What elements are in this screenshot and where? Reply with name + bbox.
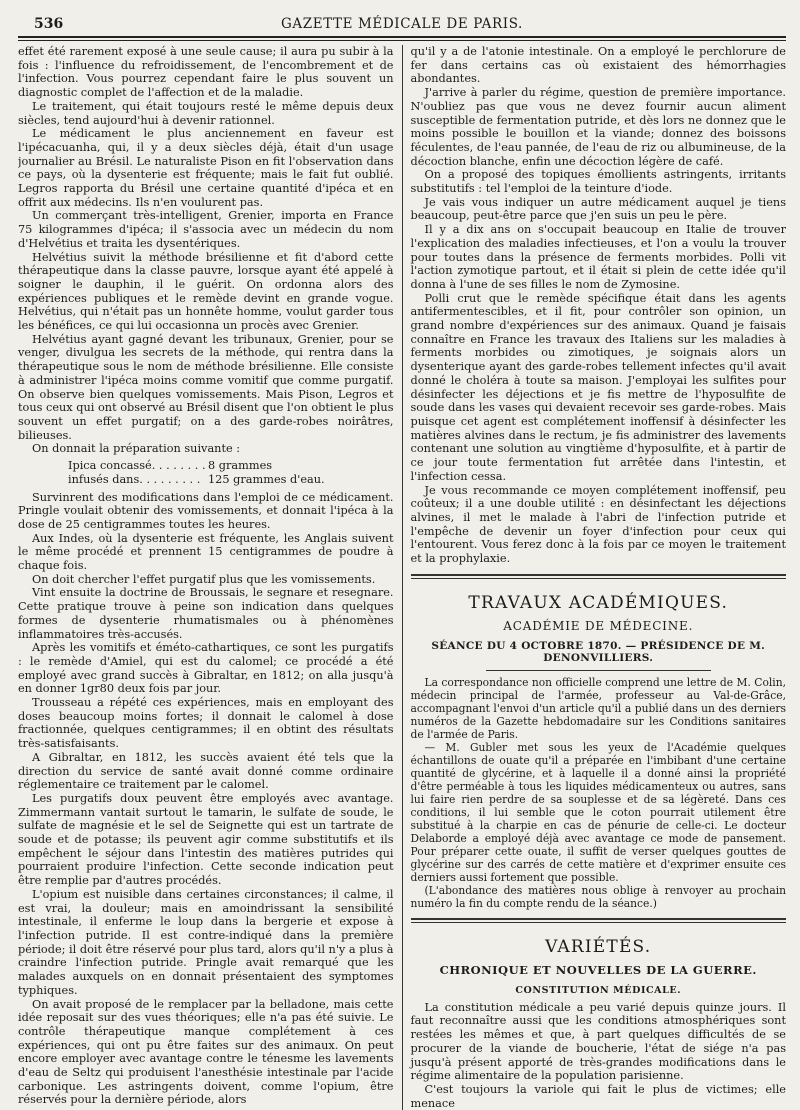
right-column — [402, 45, 787, 1110]
paragraph: Les purgatifs doux peuvent être employés avec avantage. Zimmermann vantait surtout le tamarin, le sulfate de soude, le sulfate de magnésie et le sel de Seignette qui est un tartrate de soude et de potasse; ils peuvent agir comme substitutifs et ils empêchent le séjour dans l'intestin des matières putrides qui pourraient produire l'infection. Cette seconde indication peut être remplie par d'autres procédés. — [18, 791, 394, 888]
journal-title: GAZETTE MÉDICALE DE PARIS. — [281, 16, 523, 32]
paragraph: La correspondance non officielle comprend une lettre de M. Colin, médecin principal de l'armée, professeur au Val-de-Grâce, accompagnant l'envoi d'un article qu'il a publié dans un des derniers numéros de la Gazette hebdomadaire sur les Conditions sanitaires de l'armée de Paris. — [410, 675, 786, 741]
paragraph: Un commerçant très-intelligent, Grenier, importa en France 75 kilogrammes d'ipéca; il s'associa avec un médecin du nom d'Helvétius et traita les dysentériques. — [18, 209, 394, 250]
paragraph: Après les vomitifs et éméto-cathartiques, ce sont les purgatifs : le remède d'Amiel, qui est du calomel; ce procédé a été employé avec grand succès à Gibraltar, en 1812; on alla jusqu'à en donner 1gr80 deux fois par jour. — [18, 641, 394, 696]
constitution-heading: CONSTITUTION MÉDICALE. — [515, 984, 682, 996]
paragraph: Le médicament le plus anciennement en faveur est l'ipécacuanha, qui, il y a deux siècles déjà, était d'un usage journalier au Brésil. Le naturaliste Pison en fit l'observation dans ce pays, où la dysenterie est fréquente; mais le fait fut oublié. Legros rapporta du Brésil une certaine quantité d'ipéca et en offrit aux médecins. Ils n'en voulurent pas. — [18, 127, 394, 209]
paragraph: Vint ensuite la doctrine de Broussais, le segnare et resegnare. Cette pratique trouve à peine son indication dans quelques formes de dysenterie rhumatismales ou à phénomènes inflammatoires très-accusés. — [18, 586, 394, 641]
paragraph: Le traitement, qui était toujours resté le même depuis deux siècles, tend aujourd'hui à devenir rationnel. — [18, 99, 394, 127]
academy-report — [411, 676, 787, 910]
paragraph: L'opium est nuisible dans certaines circonstances; il calme, il est vrai, la douleur; mais en amoindrissant la sensibilité intestinale, il enferme le loup dans la bergerie et expose à l'infection putride. Il est contre-indiqué dans la première période; il doit être réservé pour plus tard, alors qu'il n'y a plus à craindre l'infection putride. Pringle avait remarqué que les malades auxquels on en donnait présentaient des symptomes typhiques. — [18, 887, 394, 997]
paragraph: La constitution médicale a peu varié depuis quinze jours. Il faut reconnaître aussi que les conditions atmosphériques sont restées les mêmes et que, à part quelques difficultés de se procurer de la viande de boucherie, l'état de siége n'a pas jusqu'à présent apporté de très-grandes modifications dans le régime alimentaire de la population parisienne. — [410, 1000, 786, 1083]
paragraph: Survinrent des modifications dans l'emploi de ce médicament. Pringle voulait obtenir des vomissements, et donnait l'ipéca à la dose de 25 centigrammes toutes les heures. — [18, 490, 394, 531]
recipe-line — [68, 473, 394, 487]
academy-title: ACADÉMIE DE MÉDECINE. — [503, 618, 694, 633]
paragraph: qu'il y a de l'atonie intestinale. On a employé le perchlorure de fer dans certains cas où existaient des hémorrhagies abondantes. — [410, 45, 786, 86]
short-rule — [486, 670, 711, 671]
section-separator — [411, 918, 787, 923]
paragraph: Helvétius suivit la méthode brésilienne et fit d'abord cette thérapeutique dans la classe pauvre, lorsque ayant été appelé à soigner le dauphin, il le guérit. On ordonna alors des expériences publiques et le remède devint en grande vogue. Helvétius, qui n'était pas un honnête homme, voulut garder tous les bénéfices, ce qui lui occasionna un procès avec Grenier. — [18, 250, 394, 333]
paragraph: On donnait la préparation suivante : — [32, 442, 241, 456]
recipe-qty: 125 grammes d'eau. — [208, 472, 325, 486]
header-rule — [18, 40, 786, 41]
paragraph: Aux Indes, où la dysenterie est fréquente, les Anglais suivent le même procédé et prennent 15 centigrammes de poudre à chaque fois. — [18, 531, 394, 573]
chronique-heading: CHRONIQUE ET NOUVELLES DE LA GUERRE. — [439, 962, 757, 977]
page-number: 536 — [34, 16, 64, 32]
recipe-item: infusés dans. . . . . . . . . — [68, 472, 201, 486]
seance-heading: SÉANCE DU 4 OCTOBRE 1870. — PRÉSIDENCE DE M. DENONVILLIERS. — [431, 639, 766, 664]
two-column-body — [18, 45, 786, 1110]
paragraph: (L'abondance des matières nous oblige à renvoyer au prochain numéro la fin du compte rendu de la séance.) — [410, 883, 786, 910]
paragraph: On doit chercher l'effet purgatif plus que les vomissements. — [32, 572, 376, 586]
recipe-line — [68, 459, 394, 473]
paragraph: Je vous recommande ce moyen complétement inoffensif, peu coûteux; il a une double utilité : en désinfectant les déjections alvines, il met le malade à l'abri de l'infection putride et l'empêche de devenir un foyer d'infection pour ceux qui l'entourent. Vous ferez donc à la fois par ce moyen le traitement et la prophylaxie. — [410, 483, 786, 566]
recipe-item: Ipica concassé. . . . . . . . — [68, 459, 206, 473]
recipe-qty: 8 grammes — [208, 459, 273, 473]
paragraph: J'arrive à parler du régime, question de première importance. N'oubliez pas que vous ne devez fournir aucun aliment susceptible de fermentation putride, et dès lors ne donnez que le moins possible le bouillon et la viande; donnez des boissons féculentes, de l'eau pannée, de l'eau de riz ou albumineuse, de la décoction blanche, enfin une décoction légère de café. — [410, 86, 786, 168]
paragraph: On avait proposé de le remplacer par la belladone, mais cette idée reposait sur des vues théoriques; elle n'a pas été suivie. Le contrôle thérapeutique manque complétement à ces expériences, qui ont pu être faites sur des animaux. On peut encore employer avec avantage contre le ténesme les lavements d'eau de Seltz qui produisent l'anesthésie intestinale par l'acide carbonique. Les astringents doivent, comme l'opium, être réservés pour la dernière période, alors — [18, 997, 394, 1107]
section-title-travaux: TRAVAUX ACADÉMIQUES. — [468, 592, 729, 613]
paragraph: Je vais vous indiquer un autre médicament auquel je tiens beaucoup, peut-être parce que j'en suis un peu le père. — [410, 195, 786, 223]
left-column — [18, 45, 402, 1110]
paragraph: Polli crut que le remède spécifique était dans les agents antifermentescibles, et il fit, pour contrôler son opinion, un grand nombre d'expériences sur des animaux. Quand je faisais connaître en France les travaux des Italiens sur les maladies à ferments morbides ou zimotiques, je soignais alors un dysenterique ayant des garde-robes tellement infectes qu'il avait donné le choléra à toute sa maison. J'employai les sulfites pour désinfecter les déjections et je fis mettre de l'hyposulfite de soude dans les vases qui devaient recevoir ses garde-robes. Mais puisque cet agent est complétement inoffensif à désinfecter les matières alvines dans le rectum, je fis administrer des lavements contenant une solution au vingtième d'hyposulfite, et à partir de ce jour toute fermentation fut arrêtée dans l'intestin, et l'infection cessa. — [410, 291, 786, 483]
paragraph: On a proposé des topiques émollients astringents, irritants substitutifs : tel l'emploi de la teinture d'iode. — [410, 168, 786, 196]
paragraph: — M. Gubler met sous les yeux de l'Académie quelques échantillons de ouate qu'il a préparée en l'imbibant d'une certaine quantité de glycérine, et à laquelle il a donné ainsi la propriété d'être perméable à tous les liquides médicamenteux ou autres, sans lui faire rien perdre de sa souplesse et de sa légèreté. Dans ces conditions, il lui semble que le coton pourrait utilement être substitué à la charpie en cas de pénurie de celle-ci. Le docteur Delaborde a employé déjà avec avantage ce mode de pansement. Pour préparer cette ouate, il suffit de verser quelques gouttes de glycérine sur des carrés de cette matière et d'exprimer ensuite ces derniers aussi fortement que possible. — [410, 740, 786, 884]
paragraph: Trousseau a répété ces expériences, mais en employant des doses beaucoup moins fortes; il donnait le calomel à dose fractionnée, quelques centigrammes; il en obtint des résultats très-satisfaisants. — [18, 696, 394, 751]
recipe — [68, 459, 394, 486]
paragraph: Helvétius ayant gagné devant les tribunaux, Grenier, pour se venger, divulgua les secrets de la méthode, qui rentra dans la thérapeutique sous le nom de méthode brésilienne. Elle consiste à administrer l'ipéca moins comme vomitif que comme purgatif. On observe bien quelques vomissements. Mais Pison, Legros et tous ceux qui ont observé au Brésil disent que l'on obtient le plus souvent un effet purgatif; on a des garde-robes noirâtres, bilieuses. — [18, 332, 394, 442]
section-title-varietes: VARIÉTÉS. — [545, 936, 652, 957]
page-header — [18, 12, 786, 38]
paragraph: Il y a dix ans on s'occupait beaucoup en Italie de trouver l'explication des maladies infectieuses, et l'on a voulu la trouver pour toutes dans la présence de ferments morbides. Polli vit l'action zymotique partout, et il était si plein de cette idée qu'il donna à l'une de ses filles le nom de Zymosine. — [410, 223, 786, 291]
paragraph: C'est toujours la variole qui fait le plus de victimes; elle menace — [410, 1082, 786, 1110]
section-separator — [411, 574, 787, 579]
paragraph: effet été rarement exposé à une seule cause; il aura pu subir à la fois : l'influence du refroidissement, de l'encombrement et de l'infection. Vous pourrez cependant faire le plus souvent un diagnostic complet de l'affection et de la maladie. — [18, 45, 394, 100]
paragraph: A Gibraltar, en 1812, les succès avaient été tels que la direction du service de santé avait donné comme ordinaire réglementaire ce traitement par le calomel. — [18, 750, 394, 792]
